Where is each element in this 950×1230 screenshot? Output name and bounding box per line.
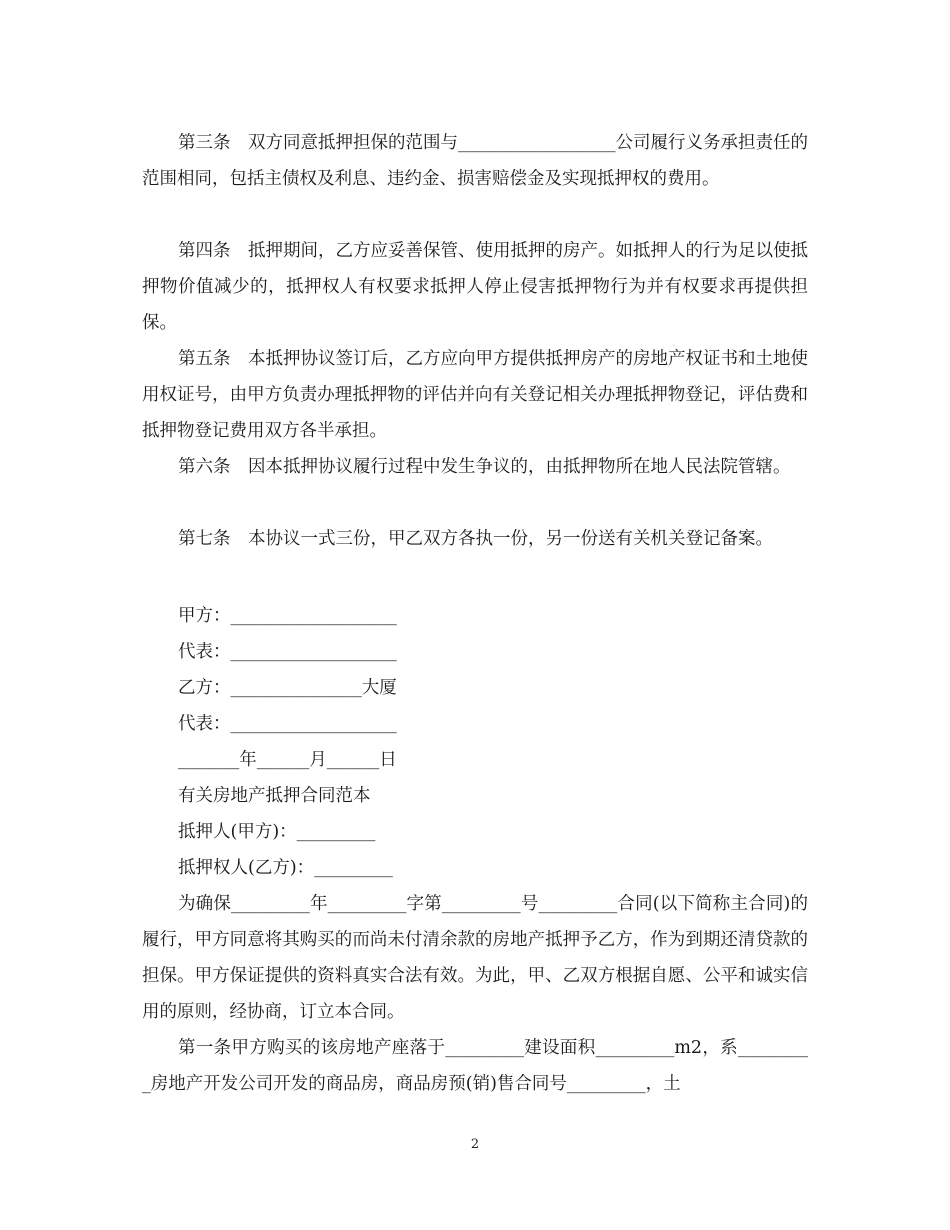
article-7-paragraph: 第七条 本协议一式三份，甲乙双方各执一份，另一份送有关机关登记备案。 <box>178 529 773 549</box>
mortgagor-line: 抵押人(甲方)：_________ <box>178 822 376 842</box>
party-b-representative-line: 代表：___________________ <box>178 714 397 734</box>
article-4-paragraph: 第四条 抵押期间，乙方应妥善保管、使用抵押的房产。如抵押人的行为足以使抵押物价值减少的，抵押权人有权要求抵押人停止侵害抵押物行为并有权要求再提供担保。 <box>142 241 808 333</box>
mortgagee-line: 抵押权人(乙方)：_________ <box>178 858 393 878</box>
contract-preamble-paragraph: 为确保_________年_________字第_________号_________合同(以下简称主合同)的履行，甲方同意将其购买的而尚未付清余款的房地产抵押予乙方，作为到期还清贷款的担保。甲方保证提供的资料真实合法有效。为此，甲、乙双方根据自愿、公平和诚实信用的原则，经协商，订立本合同。 <box>142 894 808 1022</box>
article-3-paragraph: 第三条 双方同意抵押担保的范围与__________________公司履行义务承担责任的范围相同，包括主债权及利息、违约金、损害赔偿金及实现抵押权的费用。 <box>142 133 808 189</box>
page-number: 2 <box>470 1137 480 1152</box>
party-b-signature-line: 乙方：_______________大厦 <box>178 678 397 698</box>
section-title: 有关房地产抵押合同范本 <box>178 786 371 806</box>
date-line: _______年______月______日 <box>178 750 397 770</box>
article-6-paragraph: 第六条 因本抵押协议履行过程中发生争议的，由抵押物所在地人民法院管辖。 <box>178 457 791 477</box>
party-a-representative-line: 代表：___________________ <box>178 642 397 662</box>
contract-article-1-paragraph: 第一条甲方购买的该房地产座落于_________建设面积_________m2，系_________房地产开发公司开发的商品房，商品房预(销)售合同号_________，土 <box>142 1038 808 1094</box>
party-a-signature-line: 甲方：___________________ <box>178 606 397 626</box>
article-5-paragraph: 第五条 本抵押协议签订后，乙方应向甲方提供抵押房产的房地产权证书和土地使用权证号，由甲方负责办理抵押物的评估并向有关登记相关办理抵押物登记，评估费和抵押物登记费用双方各半承担。 <box>142 349 808 441</box>
